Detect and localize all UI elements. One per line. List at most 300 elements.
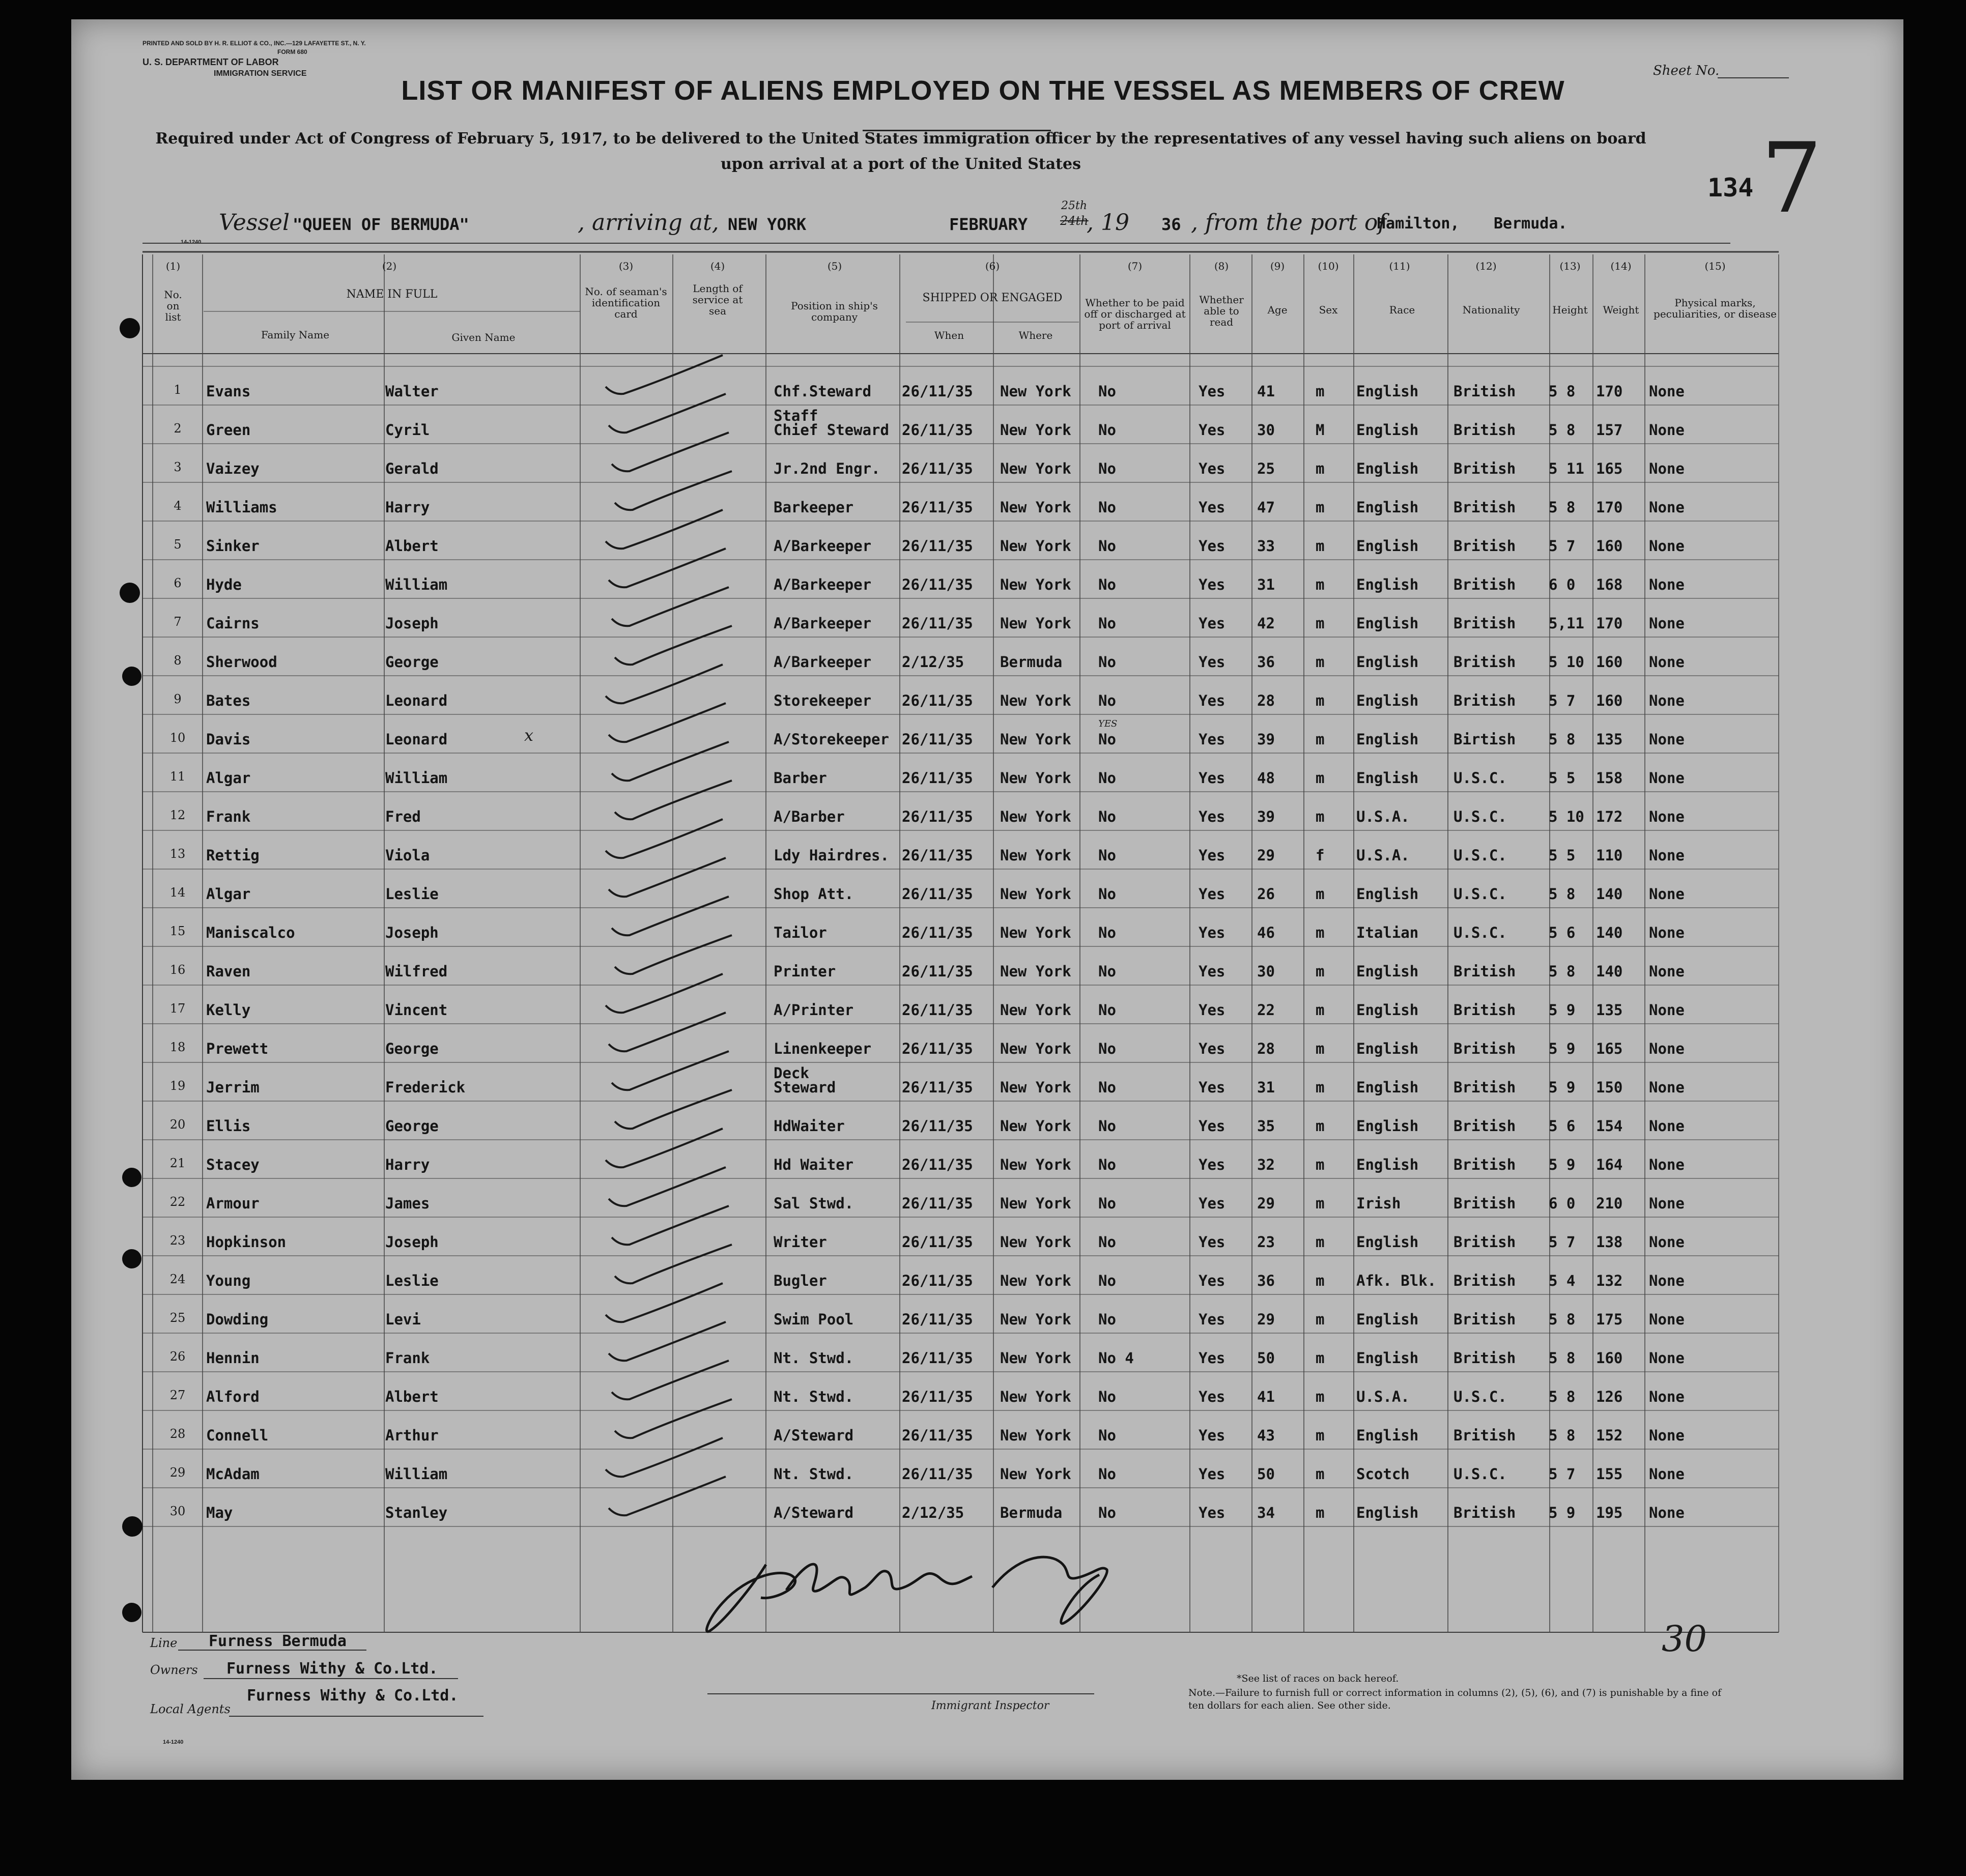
cell-marks: None xyxy=(1649,1427,1685,1444)
cell-given: Harry xyxy=(385,1156,430,1173)
cell-given: William xyxy=(385,1465,448,1483)
cell-no: 12 xyxy=(169,808,186,822)
cell-race: English xyxy=(1356,1311,1419,1328)
cell-height: 5 5 xyxy=(1549,769,1576,787)
cell-given: Walter xyxy=(385,383,439,400)
cell-race: English xyxy=(1356,537,1419,555)
cell-position: Swim Pool xyxy=(774,1311,854,1328)
cell-when: 26/11/35 xyxy=(902,421,973,439)
cell-weight: 155 xyxy=(1596,1465,1623,1483)
cell-where: New York xyxy=(1000,1427,1071,1444)
cell-given: Arthur xyxy=(385,1427,439,1444)
cell-paid: No xyxy=(1098,1465,1116,1483)
arrival-month: FEBRUARY xyxy=(949,215,1028,234)
cell-weight: 172 xyxy=(1596,808,1623,825)
cell-when: 26/11/35 xyxy=(902,1233,973,1251)
cell-when: 26/11/35 xyxy=(902,731,973,748)
cell-read: Yes xyxy=(1199,460,1226,477)
check-mark xyxy=(612,897,729,935)
cell-position: Nt. Stwd. xyxy=(774,1465,854,1483)
cell-where: New York xyxy=(1000,383,1071,400)
cell-height: 5 9 xyxy=(1549,1040,1576,1057)
col-14-number: (14) xyxy=(1610,260,1632,272)
cell-race: English xyxy=(1356,1427,1419,1444)
cell-position: A/Barkeeper xyxy=(774,537,872,555)
owners-value: Furness Withy & Co.Ltd. xyxy=(226,1660,438,1678)
cell-race: English xyxy=(1356,499,1419,516)
cell-when: 26/11/35 xyxy=(902,1195,973,1212)
cell-when: 26/11/35 xyxy=(902,383,973,400)
cell-given: Gerald xyxy=(385,460,439,477)
cell-paid: No xyxy=(1098,1427,1116,1444)
cell-race: English xyxy=(1356,576,1419,593)
form-number: FORM 680 xyxy=(277,48,307,55)
cell-age: 46 xyxy=(1257,924,1275,941)
check-mark xyxy=(612,742,729,781)
cell-family: McAdam xyxy=(206,1465,260,1483)
from-port: Hamilton, xyxy=(1377,215,1460,233)
cell-sex: m xyxy=(1316,1001,1325,1019)
check-mark xyxy=(609,394,726,432)
cell-nationality: British xyxy=(1454,1079,1516,1096)
cell-height: 5 9 xyxy=(1549,1079,1576,1096)
cell-weight: 165 xyxy=(1596,460,1623,477)
cell-height: 5,11 xyxy=(1549,615,1584,632)
cell-height: 5 6 xyxy=(1549,1117,1576,1135)
cell-position: A/Steward xyxy=(774,1504,854,1521)
inspector-rule xyxy=(707,1693,1094,1694)
cell-position: Nt. Stwd. xyxy=(774,1349,854,1367)
page-title: LIST OR MANIFEST OF ALIENS EMPLOYED ON THE VESSEL AS MEMBERS OF CREW xyxy=(401,75,1565,106)
cell-given: Stanley xyxy=(385,1504,448,1521)
cell-paid: No xyxy=(1098,808,1116,825)
cell-given: Wilfred xyxy=(385,963,448,980)
cell-nationality: British xyxy=(1454,1156,1516,1173)
cell-weight: 165 xyxy=(1596,1040,1623,1057)
cell-given: Albert xyxy=(385,1388,439,1405)
cell-read: Yes xyxy=(1199,653,1226,671)
check-mark xyxy=(609,1477,726,1515)
vessel-label: Vessel xyxy=(219,210,290,236)
punch-hole xyxy=(122,1516,143,1537)
cell-marks: None xyxy=(1649,421,1685,439)
punch-hole xyxy=(120,583,140,603)
cell-when: 26/11/35 xyxy=(902,769,973,787)
cell-nationality: British xyxy=(1454,576,1516,593)
cell-height: 5 7 xyxy=(1549,537,1576,555)
cell-sex: m xyxy=(1316,769,1325,787)
form-code: 14-1240 xyxy=(181,239,202,245)
cell-given: Levi xyxy=(385,1311,421,1328)
check-mark xyxy=(612,1361,729,1399)
cell-paid: No xyxy=(1098,615,1116,632)
cell-age: 34 xyxy=(1257,1504,1275,1521)
cell-where: New York xyxy=(1000,1156,1071,1173)
cell-nationality: British xyxy=(1454,653,1516,671)
cell-where: New York xyxy=(1000,537,1071,555)
cell-weight: 160 xyxy=(1596,653,1623,671)
cell-paid: No xyxy=(1098,731,1116,748)
cell-given: Joseph xyxy=(385,1233,439,1251)
cell-nationality: U.S.C. xyxy=(1454,1388,1507,1405)
cell-paid: No xyxy=(1098,421,1116,439)
cell-paid: No xyxy=(1098,1079,1116,1096)
page-subtitle: Required under Act of Congress of February 5, 1917, to be delivered to the United States immigration officer by the representatives of any vessel having such aliens on board upon arrival at a port of the United States xyxy=(155,130,1646,173)
cell-no: 17 xyxy=(169,1001,186,1016)
cell-height: 5 8 xyxy=(1549,421,1576,439)
cell-sex: m xyxy=(1316,615,1325,632)
cell-nationality: British xyxy=(1454,537,1516,555)
cell-no: 10 xyxy=(169,731,186,745)
check-mark xyxy=(606,510,723,549)
cell-read: Yes xyxy=(1199,615,1226,632)
cell-read: Yes xyxy=(1199,847,1226,864)
cell-sex: m xyxy=(1316,963,1325,980)
cell-height: 5 4 xyxy=(1549,1272,1576,1289)
cell-nationality: British xyxy=(1454,1195,1516,1212)
cell-age: 33 xyxy=(1257,537,1275,555)
cell-race: English xyxy=(1356,1040,1419,1057)
cell-paid: No xyxy=(1098,885,1116,903)
cell-no: 1 xyxy=(174,383,182,397)
cell-where: New York xyxy=(1000,1001,1071,1019)
cell-sex: m xyxy=(1316,885,1325,903)
cell-race: English xyxy=(1356,653,1419,671)
cell-marks: None xyxy=(1649,653,1685,671)
cell-weight: 160 xyxy=(1596,537,1623,555)
cell-weight: 110 xyxy=(1596,847,1623,864)
cell-race: U.S.A. xyxy=(1356,847,1410,864)
cell-sex: m xyxy=(1316,1388,1325,1405)
cell-weight: 126 xyxy=(1596,1388,1623,1405)
cell-marks: None xyxy=(1649,1272,1685,1289)
cell-age: 41 xyxy=(1257,1388,1275,1405)
cell-marks: None xyxy=(1649,383,1685,400)
cell-read: Yes xyxy=(1199,1195,1226,1212)
cell-no: 8 xyxy=(174,653,182,668)
cell-marks: None xyxy=(1649,1117,1685,1135)
cell-sex: m xyxy=(1316,808,1325,825)
cell-when: 26/11/35 xyxy=(902,1272,973,1289)
cell-when: 2/12/35 xyxy=(902,1504,964,1521)
header-paid-off: Whether to be paid off or discharged at port of arrival xyxy=(1084,297,1186,331)
cell-age: 29 xyxy=(1257,1311,1275,1328)
cell-age: 26 xyxy=(1257,885,1275,903)
punch-hole xyxy=(120,318,140,338)
cell-age: 50 xyxy=(1257,1349,1275,1367)
cell-sex: m xyxy=(1316,1079,1325,1096)
cell-when: 26/11/35 xyxy=(902,1388,973,1405)
cell-weight: 195 xyxy=(1596,1504,1623,1521)
cell-marks: None xyxy=(1649,537,1685,555)
punch-hole xyxy=(122,1168,141,1187)
cell-family: Dowding xyxy=(206,1311,269,1328)
col-11-number: (11) xyxy=(1389,260,1410,272)
cell-no: 2 xyxy=(174,421,182,436)
cell-family: Vaizey xyxy=(206,460,260,477)
cell-marks: None xyxy=(1649,1040,1685,1057)
cell-sex: f xyxy=(1316,847,1325,864)
cell-race: English xyxy=(1356,1117,1419,1135)
cell-marks: None xyxy=(1649,1233,1685,1251)
cell-height: 5 7 xyxy=(1549,1233,1576,1251)
cell-when: 2/12/35 xyxy=(902,653,964,671)
cell-sex: m xyxy=(1316,1272,1325,1289)
cell-marks: None xyxy=(1649,1504,1685,1521)
cell-marks: None xyxy=(1649,808,1685,825)
cell-sex: m xyxy=(1316,499,1325,516)
cell-paid: No xyxy=(1098,692,1116,709)
cell-race: English xyxy=(1356,1079,1419,1096)
cell-position-top: Deck xyxy=(774,1064,809,1082)
cell-position: Sal Stwd. xyxy=(774,1195,854,1212)
cell-weight: 210 xyxy=(1596,1195,1623,1212)
col-6-number: (6) xyxy=(985,260,1000,272)
cell-read: Yes xyxy=(1199,1040,1226,1057)
cell-marks: None xyxy=(1649,1195,1685,1212)
cell-paid: No xyxy=(1098,460,1116,477)
cell-where: New York xyxy=(1000,885,1071,903)
form-code-bottom: 14-1240 xyxy=(163,1739,184,1745)
check-mark xyxy=(609,703,726,742)
cell-height: 6 0 xyxy=(1549,1195,1576,1212)
cell-paid: No xyxy=(1098,1504,1116,1521)
col-12-number: (12) xyxy=(1475,260,1497,272)
cell-given: George xyxy=(385,653,439,671)
cell-family: Connell xyxy=(206,1427,269,1444)
cell-marks: None xyxy=(1649,1079,1685,1096)
cell-race: English xyxy=(1356,769,1419,787)
cell-given: George xyxy=(385,1117,439,1135)
cell-nationality: U.S.C. xyxy=(1454,808,1507,825)
cell-marks: None xyxy=(1649,963,1685,980)
cell-when: 26/11/35 xyxy=(902,692,973,709)
cell-paid: No xyxy=(1098,537,1116,555)
cell-age: 23 xyxy=(1257,1233,1275,1251)
cell-nationality: British xyxy=(1454,460,1516,477)
check-mark xyxy=(615,1090,732,1129)
cell-height: 5 8 xyxy=(1549,1427,1576,1444)
check-mark xyxy=(615,781,732,819)
col-2-number: (2) xyxy=(382,260,397,272)
cell-race: English xyxy=(1356,692,1419,709)
cell-given: Viola xyxy=(385,847,430,864)
cell-sex: m xyxy=(1316,383,1325,400)
cell-when: 26/11/35 xyxy=(902,1156,973,1173)
cell-age: 30 xyxy=(1257,421,1275,439)
col-7-number: (7) xyxy=(1127,260,1143,272)
cell-where: New York xyxy=(1000,692,1071,709)
cell-when: 26/11/35 xyxy=(902,924,973,941)
cell-paid: No xyxy=(1098,1156,1116,1173)
cell-weight: 157 xyxy=(1596,421,1623,439)
cell-sex: m xyxy=(1316,1504,1325,1521)
cell-read: Yes xyxy=(1199,1272,1226,1289)
cell-nationality: British xyxy=(1454,1349,1516,1367)
cell-race: English xyxy=(1356,383,1419,400)
cell-sex: m xyxy=(1316,1040,1325,1057)
cell-family: Hopkinson xyxy=(206,1233,287,1251)
cell-where: New York xyxy=(1000,1195,1071,1212)
check-mark xyxy=(612,1051,729,1090)
cell-given: Leonard xyxy=(385,692,448,709)
cell-family: Davis xyxy=(206,731,251,748)
cell-age: 41 xyxy=(1257,383,1275,400)
cell-age: 36 xyxy=(1257,653,1275,671)
cell-where: New York xyxy=(1000,460,1071,477)
cell-marks: None xyxy=(1649,460,1685,477)
cell-where: New York xyxy=(1000,1272,1071,1289)
cell-sex: M xyxy=(1316,421,1325,439)
cell-family: Sherwood xyxy=(206,653,277,671)
check-mark xyxy=(615,1245,732,1283)
header-age: Age xyxy=(1267,304,1288,316)
cell-family: May xyxy=(206,1504,233,1521)
cell-position: A/Steward xyxy=(774,1427,854,1444)
cell-height: 5 9 xyxy=(1549,1001,1576,1019)
cell-marks: None xyxy=(1649,769,1685,787)
cell-when: 26/11/35 xyxy=(902,576,973,593)
cell-family: Maniscalco xyxy=(206,924,295,941)
cell-age: 50 xyxy=(1257,1465,1275,1483)
cell-where: New York xyxy=(1000,615,1071,632)
cell-family: Algar xyxy=(206,885,251,903)
cell-family: Hennin xyxy=(206,1349,260,1367)
cell-no: 6 xyxy=(174,576,182,590)
cell-read: Yes xyxy=(1199,1079,1226,1096)
cell-height: 5 8 xyxy=(1549,1311,1576,1328)
col-10-number: (10) xyxy=(1318,260,1339,272)
cell-nationality: British xyxy=(1454,499,1516,516)
cell-no: 18 xyxy=(169,1040,186,1054)
punch-hole xyxy=(122,667,141,686)
cell-no: 25 xyxy=(169,1311,186,1325)
cell-family: Raven xyxy=(206,963,251,980)
check-mark xyxy=(606,974,723,1013)
header-id-card: No. of seaman's identification card xyxy=(585,285,667,320)
cell-family: Ellis xyxy=(206,1117,251,1135)
cell-age: 36 xyxy=(1257,1272,1275,1289)
cell-weight: 135 xyxy=(1596,1001,1623,1019)
cell-race: U.S.A. xyxy=(1356,808,1410,825)
cell-read: Yes xyxy=(1199,1117,1226,1135)
cell-no: 23 xyxy=(169,1233,186,1248)
cell-nationality: British xyxy=(1454,1311,1516,1328)
check-mark xyxy=(615,1399,732,1438)
cell-marks: None xyxy=(1649,1156,1685,1173)
cell-where: Bermuda xyxy=(1000,1504,1063,1521)
cell-sex: m xyxy=(1316,1427,1325,1444)
cell-when: 26/11/35 xyxy=(902,537,973,555)
cell-height: 5 9 xyxy=(1549,1504,1576,1521)
cell-weight: 152 xyxy=(1596,1427,1623,1444)
cell-position: Barber xyxy=(774,769,827,787)
col-1-number: (1) xyxy=(165,260,181,272)
cell-where: New York xyxy=(1000,808,1071,825)
cell-position: Ldy Hairdres. xyxy=(774,847,889,864)
cell-where: New York xyxy=(1000,847,1071,864)
cell-family: Alford xyxy=(206,1388,260,1405)
check-mark xyxy=(606,1283,723,1322)
cell-where: New York xyxy=(1000,963,1071,980)
cell-position: Linenkeeper xyxy=(774,1040,872,1057)
cell-where: New York xyxy=(1000,1388,1071,1405)
cell-no: 20 xyxy=(169,1117,186,1132)
cell-no: 5 xyxy=(174,537,182,552)
cell-no: 22 xyxy=(169,1195,186,1209)
cell-sex: m xyxy=(1316,1465,1325,1483)
cell-where: New York xyxy=(1000,1311,1071,1328)
cell-age: 25 xyxy=(1257,460,1275,477)
cell-age: 28 xyxy=(1257,692,1275,709)
cell-family: Kelly xyxy=(206,1001,251,1019)
cell-age: 42 xyxy=(1257,615,1275,632)
cell-when: 26/11/35 xyxy=(902,1117,973,1135)
cell-position: Nt. Stwd. xyxy=(774,1388,854,1405)
cell-position: Bugler xyxy=(774,1272,827,1289)
cell-sex: m xyxy=(1316,1156,1325,1173)
agents-rule xyxy=(229,1716,483,1717)
cell-weight: 168 xyxy=(1596,576,1623,593)
cell-position: HdWaiter xyxy=(774,1117,845,1135)
cell-paid: No xyxy=(1098,499,1116,516)
cell-nationality: U.S.C. xyxy=(1454,1465,1507,1483)
cell-position: Barkeeper xyxy=(774,499,854,516)
cell-when: 26/11/35 xyxy=(902,460,973,477)
header-family-name: Family Name xyxy=(261,329,330,341)
col-9-number: (9) xyxy=(1270,260,1285,272)
cell-sex: m xyxy=(1316,537,1325,555)
cell-paid: No xyxy=(1098,1001,1116,1019)
check-mark xyxy=(615,935,732,974)
cell-race: English xyxy=(1356,1156,1419,1173)
cell-race: English xyxy=(1356,1233,1419,1251)
cell-age: 43 xyxy=(1257,1427,1275,1444)
cell-age: 35 xyxy=(1257,1117,1275,1135)
cell-given: Joseph xyxy=(385,924,439,941)
cell-when: 26/11/35 xyxy=(902,499,973,516)
cell-where: New York xyxy=(1000,731,1071,748)
cell-family: Williams xyxy=(206,499,277,516)
cell-given: Leslie xyxy=(385,1272,439,1289)
cell-given: Albert xyxy=(385,537,439,555)
cell-nationality: British xyxy=(1454,1001,1516,1019)
cell-when: 26/11/35 xyxy=(902,615,973,632)
arrival-year: 36 xyxy=(1161,215,1181,234)
cell-family: Algar xyxy=(206,769,251,787)
cell-weight: 175 xyxy=(1596,1311,1623,1328)
cell-marks: None xyxy=(1649,1001,1685,1019)
cell-no: 13 xyxy=(169,847,186,861)
cell-weight: 138 xyxy=(1596,1233,1623,1251)
cell-race: English xyxy=(1356,731,1419,748)
cell-marks: None xyxy=(1649,1465,1685,1483)
cell-marks: None xyxy=(1649,847,1685,864)
cell-given: Leslie xyxy=(385,885,439,903)
sheet-no-label: Sheet No. xyxy=(1653,63,1720,78)
check-mark xyxy=(609,1167,726,1206)
cell-age: 29 xyxy=(1257,847,1275,864)
cell-family: Prewett xyxy=(206,1040,269,1057)
cell-paid: No xyxy=(1098,383,1116,400)
agents-label: Local Agents xyxy=(150,1702,231,1716)
penalty-note: Note.—Failure to furnish full or correct information in columns (2), (5), (6), and (7) is punishable by a fine of ten dollars for each alien. See other side. xyxy=(1188,1687,1722,1711)
header-shipped-engaged: SHIPPED OR ENGAGED xyxy=(922,292,1063,304)
cell-height: 5 10 xyxy=(1549,808,1584,825)
check-mark xyxy=(615,471,732,510)
header-length-service: Length of service at sea xyxy=(692,282,743,317)
cell-no: 21 xyxy=(169,1156,186,1170)
